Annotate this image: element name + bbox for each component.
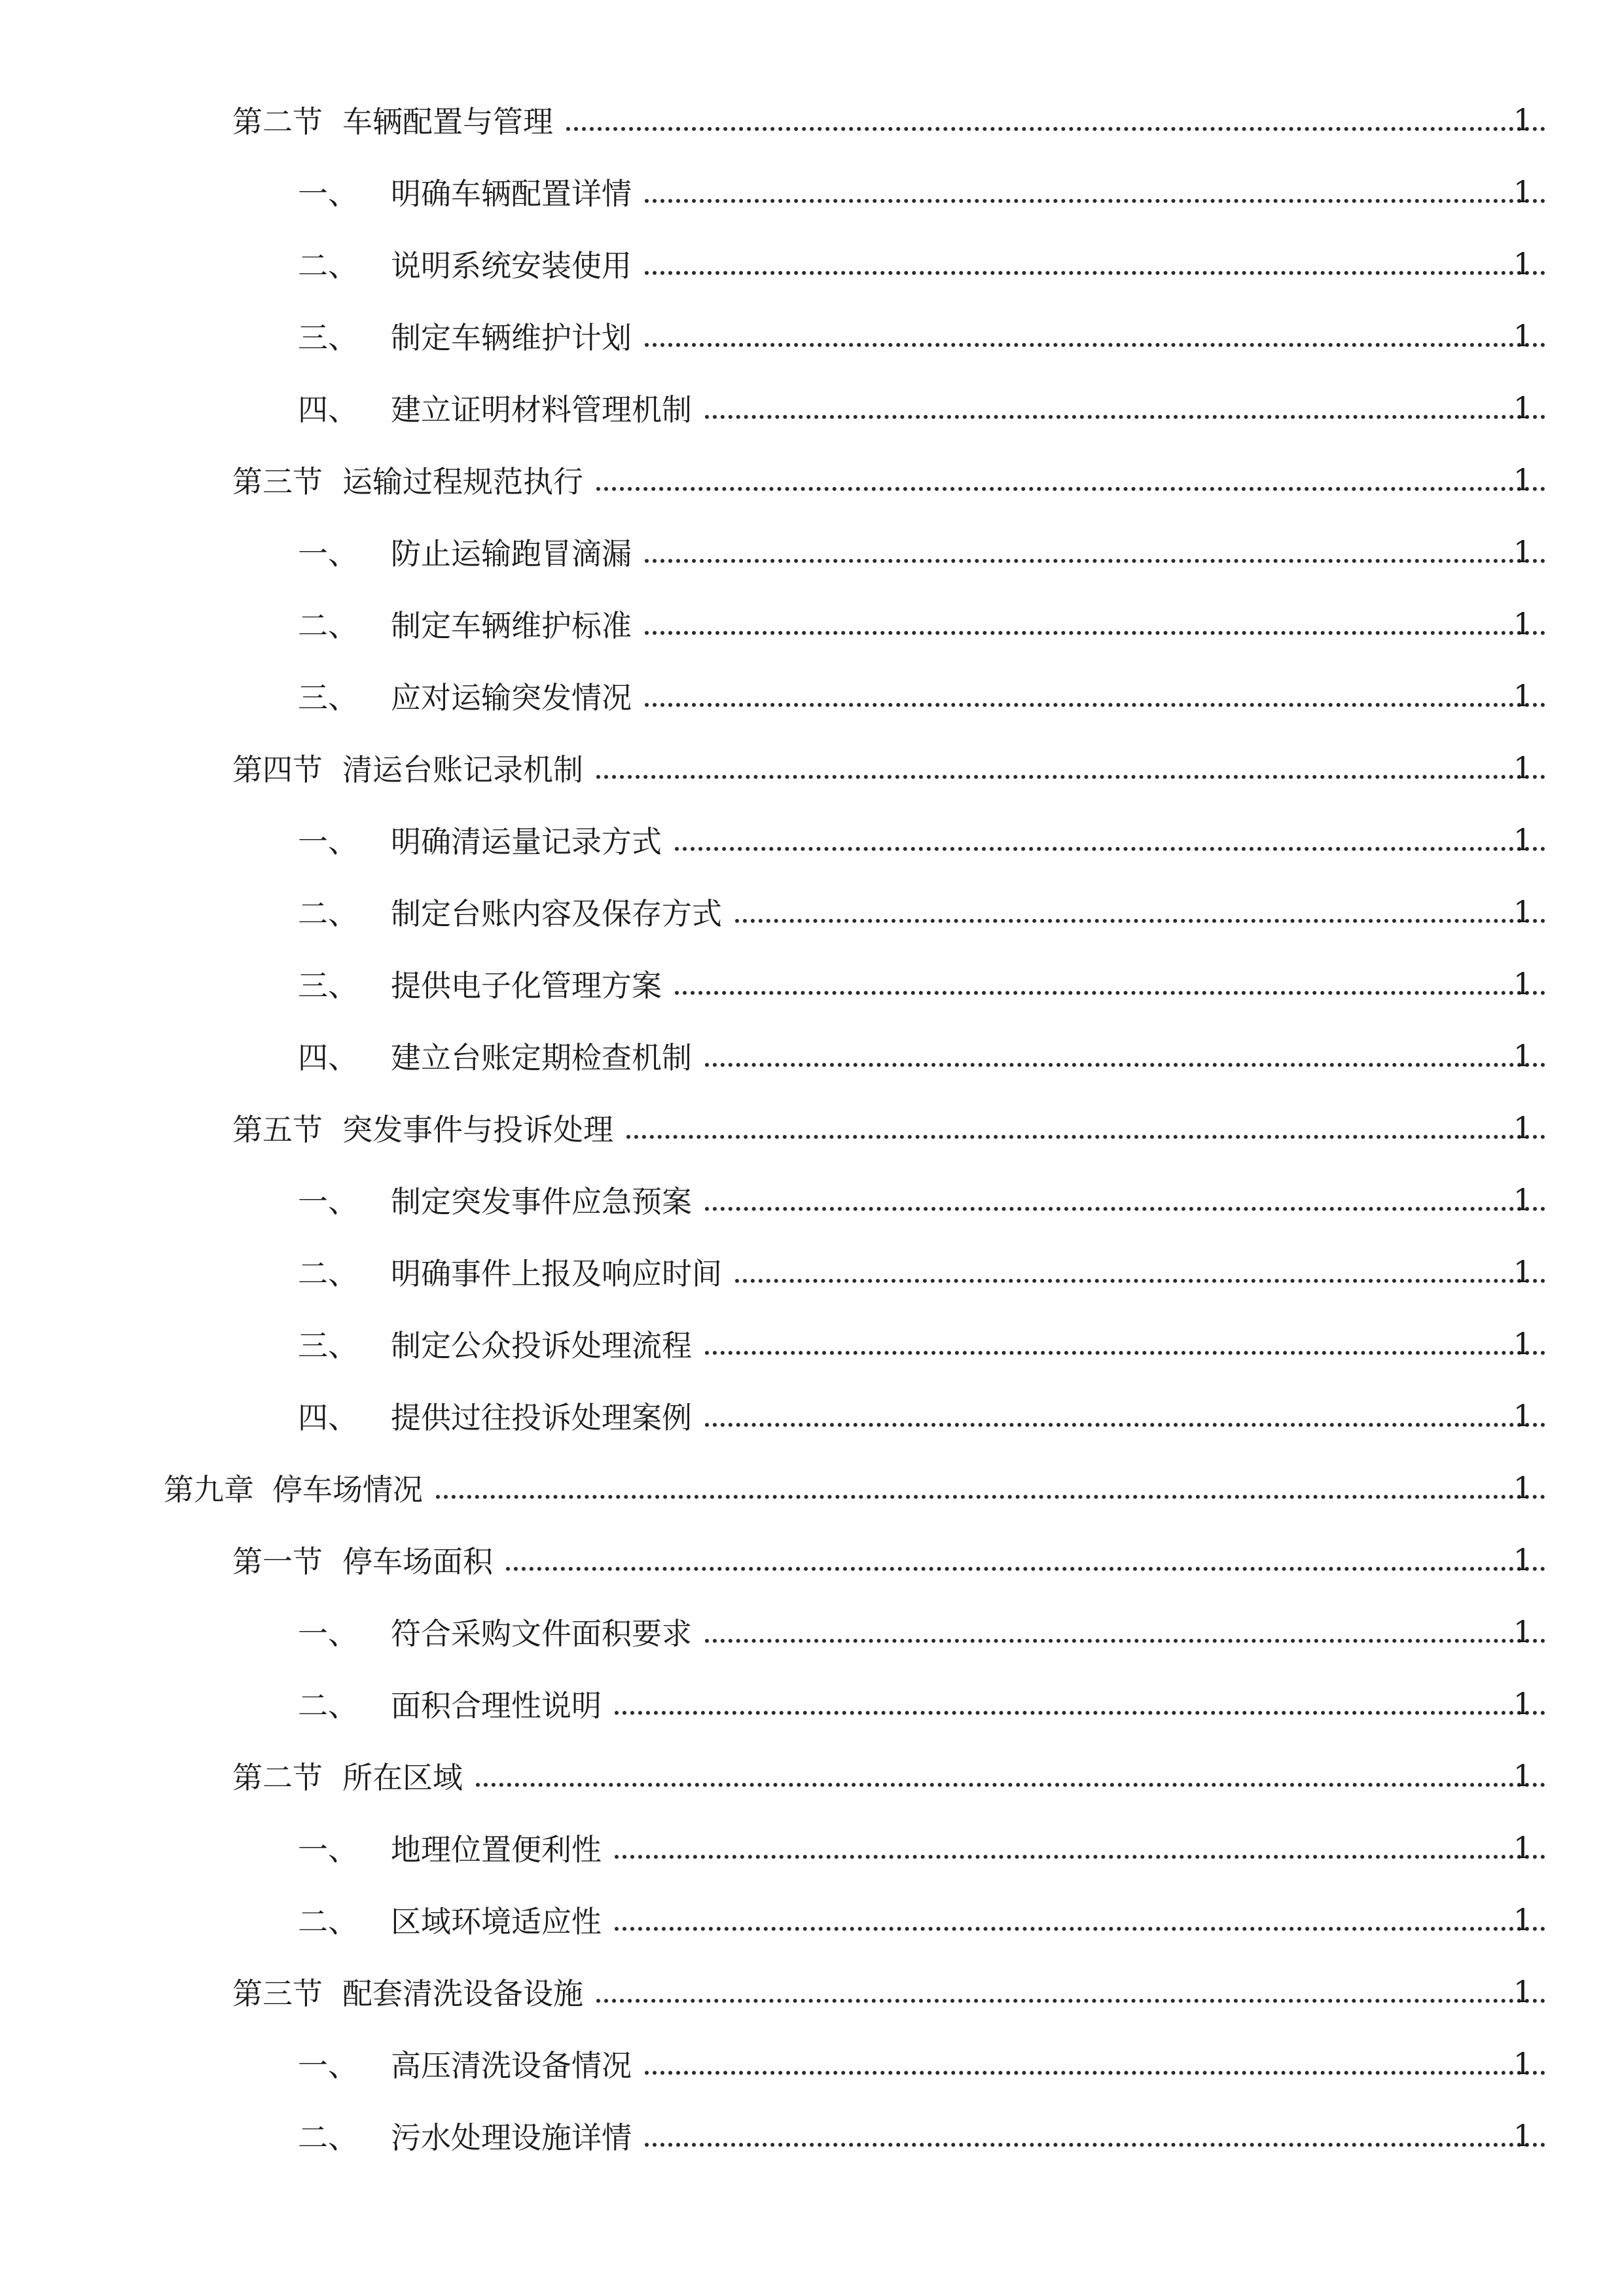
toc-entry-number: 一、 — [298, 1616, 358, 1651]
toc-entry[interactable] — [0, 516, 1624, 588]
toc-entry-number: 四、 — [298, 1040, 358, 1075]
toc-entry-title: 提供过往投诉处理案例 — [391, 1400, 692, 1435]
toc-entry-title: 区域环境适应性 — [391, 1904, 602, 1939]
toc-entry-number: 第九章 — [164, 1472, 254, 1507]
toc-entry-page-number: 1 — [1513, 534, 1532, 569]
toc-entry-title: 地理位置便利性 — [391, 1832, 602, 1867]
toc-entry-title: 停车场面积 — [342, 1544, 493, 1579]
toc-entry[interactable] — [0, 2028, 1624, 2100]
toc-dot-leader — [645, 559, 1545, 563]
toc-entry-number: 一、 — [298, 1184, 358, 1219]
toc-entry-title: 停车场情况 — [272, 1472, 423, 1507]
toc-entry-number: 二、 — [298, 896, 358, 931]
toc-entry-number: 三、 — [298, 320, 358, 355]
toc-entry-title: 建立证明材料管理机制 — [391, 392, 692, 427]
toc-dot-leader — [645, 199, 1545, 203]
toc-entry-number: 四、 — [298, 392, 358, 427]
toc-entry-title: 符合采购文件面积要求 — [391, 1616, 692, 1651]
toc-dot-leader — [735, 1279, 1545, 1283]
toc-entry[interactable] — [0, 84, 1624, 156]
toc-entry-number: 一、 — [298, 824, 358, 859]
toc-entry-number: 一、 — [298, 176, 358, 211]
toc-entry-page-number: 1 — [1513, 606, 1532, 641]
toc-entry-title: 制定突发事件应急预案 — [391, 1184, 692, 1219]
toc-dot-leader — [705, 415, 1545, 419]
toc-entry-page-number: 1 — [1513, 1254, 1532, 1289]
toc-dot-leader — [675, 991, 1545, 995]
toc-entry-page-number: 1 — [1513, 102, 1532, 137]
toc-entry-number: 四、 — [298, 1400, 358, 1435]
toc-entry[interactable] — [0, 876, 1624, 948]
toc-entry-number: 三、 — [298, 1328, 358, 1363]
toc-entry-number: 第三节 — [232, 464, 323, 499]
toc-entry[interactable] — [0, 1020, 1624, 1092]
toc-entry-title: 明确事件上报及响应时间 — [391, 1256, 722, 1291]
toc-entry-page-number: 1 — [1513, 390, 1532, 425]
toc-dot-leader — [675, 847, 1545, 851]
table-of-contents — [0, 84, 1624, 2172]
toc-entry-page-number: 1 — [1513, 2046, 1532, 2081]
toc-dot-leader — [596, 775, 1545, 779]
toc-entry[interactable] — [0, 804, 1624, 876]
toc-dot-leader — [705, 1063, 1545, 1067]
toc-entry-title: 高压清洗设备情况 — [391, 2048, 632, 2083]
toc-entry[interactable] — [0, 1308, 1624, 1380]
toc-entry-title: 提供电子化管理方案 — [391, 968, 662, 1003]
toc-entry-page-number: 1 — [1513, 750, 1532, 785]
toc-entry-title: 污水处理设施详情 — [391, 2120, 632, 2155]
toc-entry[interactable] — [0, 1092, 1624, 1164]
toc-entry-number: 第五节 — [232, 1112, 323, 1147]
toc-entry[interactable] — [0, 1524, 1624, 1596]
toc-entry[interactable] — [0, 1668, 1624, 1740]
toc-entry-title: 运输过程规范执行 — [342, 464, 583, 499]
toc-entry-page-number: 1 — [1513, 1758, 1532, 1793]
toc-entry[interactable] — [0, 1380, 1624, 1452]
toc-entry-page-number: 1 — [1513, 1398, 1532, 1433]
toc-entry[interactable] — [0, 300, 1624, 372]
toc-entry-number: 二、 — [298, 1904, 358, 1939]
toc-entry-title: 车辆配置与管理 — [342, 104, 553, 139]
toc-entry-number: 三、 — [298, 680, 358, 715]
toc-entry-page-number: 1 — [1513, 1974, 1532, 2009]
toc-dot-leader — [705, 1207, 1545, 1211]
toc-dot-leader — [645, 2071, 1545, 2075]
toc-entry-number: 二、 — [298, 248, 358, 283]
toc-entry-title: 应对运输突发情况 — [391, 680, 632, 715]
toc-entry-number: 一、 — [298, 536, 358, 571]
toc-entry[interactable] — [0, 372, 1624, 444]
toc-entry-number: 第三节 — [232, 1976, 323, 2011]
toc-entry-title: 防止运输跑冒滴漏 — [391, 536, 632, 571]
toc-dot-leader — [596, 1999, 1545, 2003]
toc-entry-title: 说明系统安装使用 — [391, 248, 632, 283]
toc-entry-page-number: 1 — [1513, 1542, 1532, 1577]
toc-entry-page-number: 1 — [1513, 174, 1532, 209]
toc-entry[interactable] — [0, 1956, 1624, 2028]
toc-entry-page-number: 1 — [1513, 822, 1532, 857]
toc-entry-title: 制定台账内容及保存方式 — [391, 896, 722, 931]
toc-entry-title: 制定车辆维护计划 — [391, 320, 632, 355]
toc-entry-number: 二、 — [298, 1688, 358, 1723]
toc-entry[interactable] — [0, 228, 1624, 300]
toc-entry[interactable] — [0, 1596, 1624, 1668]
toc-dot-leader — [645, 271, 1545, 275]
toc-dot-leader — [626, 1135, 1545, 1139]
toc-entry-title: 配套清洗设备设施 — [342, 1976, 583, 2011]
toc-entry-page-number: 1 — [1513, 1614, 1532, 1649]
toc-entry-number: 一、 — [298, 1832, 358, 1867]
toc-entry[interactable] — [0, 1236, 1624, 1308]
toc-entry-title: 制定车辆维护标准 — [391, 608, 632, 643]
toc-entry-title: 明确车辆配置详情 — [391, 176, 632, 211]
toc-entry-title: 所在区域 — [342, 1760, 463, 1795]
toc-entry-page-number: 1 — [1513, 2118, 1532, 2153]
toc-entry-page-number: 1 — [1513, 1326, 1532, 1361]
toc-dot-leader — [436, 1495, 1545, 1499]
toc-entry-page-number: 1 — [1513, 1110, 1532, 1145]
toc-entry-title: 建立台账定期检查机制 — [391, 1040, 692, 1075]
toc-entry-page-number: 1 — [1513, 1470, 1532, 1505]
toc-entry[interactable] — [0, 948, 1624, 1020]
toc-entry-page-number: 1 — [1513, 1182, 1532, 1217]
toc-dot-leader — [506, 1567, 1545, 1571]
toc-entry-number: 第二节 — [232, 1760, 323, 1795]
toc-dot-leader — [735, 919, 1545, 923]
toc-entry-title: 制定公众投诉处理流程 — [391, 1328, 692, 1363]
toc-dot-leader — [615, 1927, 1545, 1931]
toc-entry-page-number: 1 — [1513, 318, 1532, 353]
toc-entry-page-number: 1 — [1513, 1830, 1532, 1865]
toc-dot-leader — [615, 1855, 1545, 1859]
toc-entry-title: 突发事件与投诉处理 — [342, 1112, 613, 1147]
toc-entry-number: 二、 — [298, 2120, 358, 2155]
toc-dot-leader — [615, 1711, 1545, 1715]
toc-dot-leader — [566, 127, 1545, 131]
toc-entry-number: 第一节 — [232, 1544, 323, 1579]
toc-dot-leader — [705, 1639, 1545, 1643]
toc-dot-leader — [476, 1783, 1545, 1787]
toc-dot-leader — [645, 703, 1545, 707]
toc-entry-number: 第四节 — [232, 752, 323, 787]
toc-entry-number: 二、 — [298, 1256, 358, 1291]
toc-entry[interactable] — [0, 2100, 1624, 2172]
toc-dot-leader — [705, 1423, 1545, 1427]
toc-entry-page-number: 1 — [1513, 1686, 1532, 1721]
toc-entry-page-number: 1 — [1513, 966, 1532, 1001]
toc-entry-page-number: 1 — [1513, 1902, 1532, 1937]
toc-entry-page-number: 1 — [1513, 462, 1532, 497]
toc-entry[interactable] — [0, 1884, 1624, 1956]
toc-entry-page-number: 1 — [1513, 1038, 1532, 1073]
toc-entry[interactable] — [0, 1164, 1624, 1236]
toc-dot-leader — [645, 2143, 1545, 2147]
toc-dot-leader — [645, 631, 1545, 635]
toc-entry[interactable] — [0, 1740, 1624, 1812]
toc-entry-title: 面积合理性说明 — [391, 1688, 602, 1723]
toc-entry[interactable] — [0, 1812, 1624, 1884]
toc-entry[interactable] — [0, 444, 1624, 516]
toc-entry-number: 二、 — [298, 608, 358, 643]
toc-entry-title: 明确清运量记录方式 — [391, 824, 662, 859]
toc-entry-number: 一、 — [298, 2048, 358, 2083]
toc-entry[interactable] — [0, 660, 1624, 732]
toc-entry-number: 第二节 — [232, 104, 323, 139]
toc-entry[interactable] — [0, 1452, 1624, 1524]
toc-dot-leader — [645, 343, 1545, 347]
toc-entry-page-number: 1 — [1513, 246, 1532, 281]
toc-entry-number: 三、 — [298, 968, 358, 1003]
toc-entry-title: 清运台账记录机制 — [342, 752, 583, 787]
toc-dot-leader — [705, 1351, 1545, 1355]
toc-entry-page-number: 1 — [1513, 894, 1532, 929]
toc-dot-leader — [596, 487, 1545, 491]
toc-entry[interactable] — [0, 156, 1624, 228]
toc-entry[interactable] — [0, 732, 1624, 804]
toc-entry[interactable] — [0, 588, 1624, 660]
toc-entry-page-number: 1 — [1513, 678, 1532, 713]
